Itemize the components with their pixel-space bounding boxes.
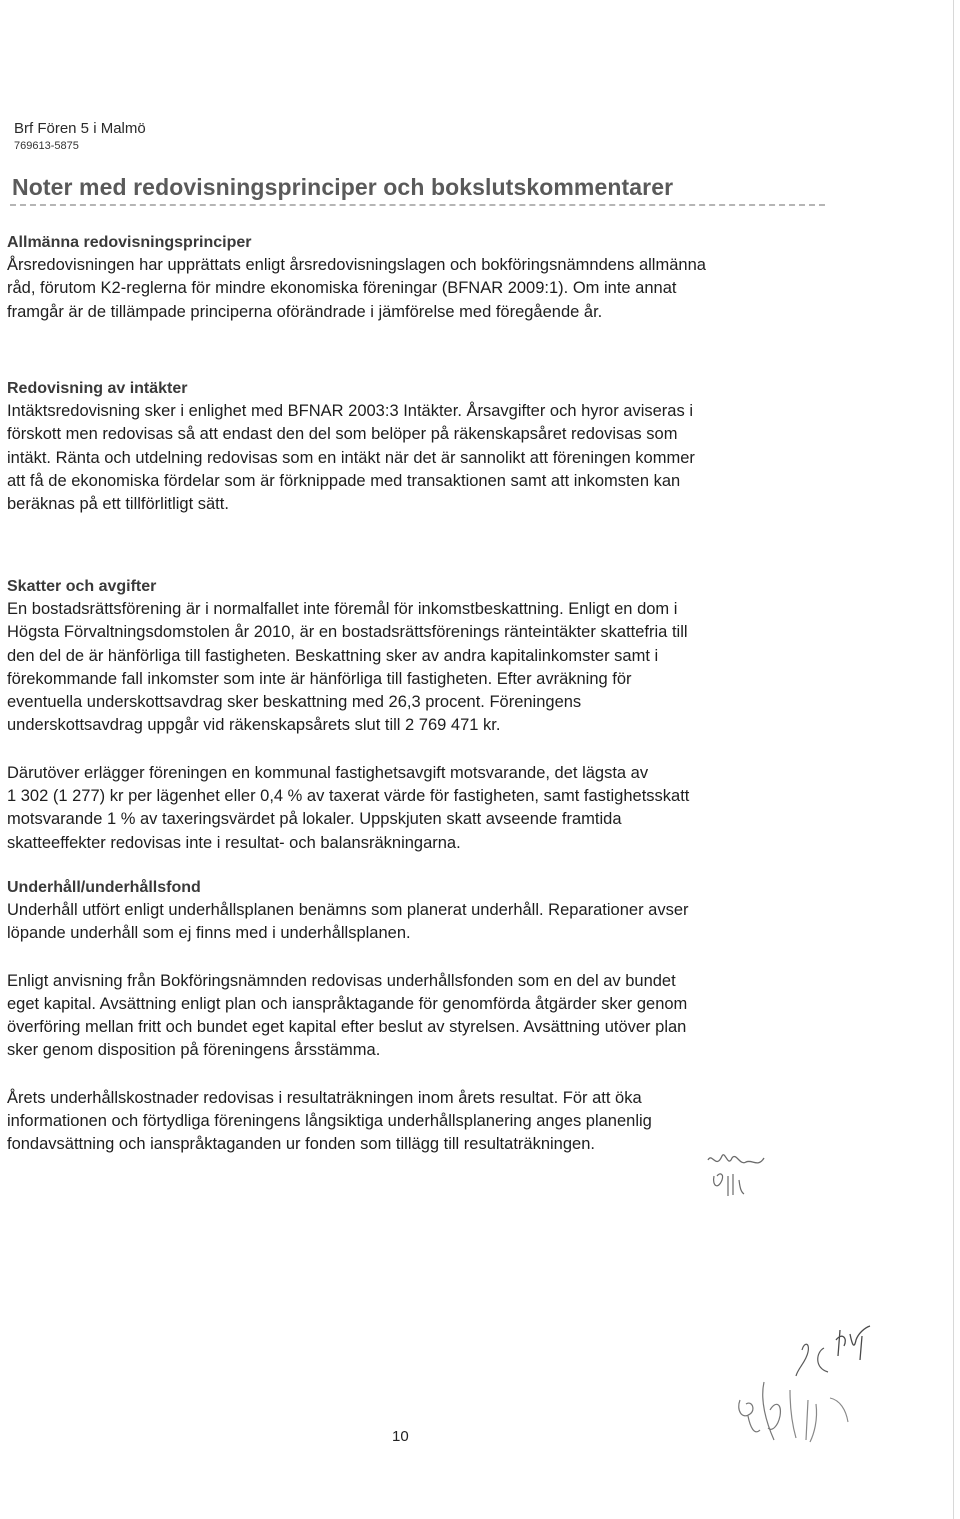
section-heading: Redovisning av intäkter: [7, 380, 188, 397]
text-line: att få de ekonomiska fördelar som är förknippade med transaktionen samt att inkomsten kan: [7, 471, 681, 490]
page-edge: [953, 0, 954, 1519]
text-line: framgår är de tillämpade principerna oförändrade i jämförelse med föregående år.: [7, 302, 603, 321]
document-title: Noter med redovisningsprinciper och bokslutskommentarer: [12, 174, 674, 200]
page-number: 10: [392, 1428, 409, 1445]
text-line: eget kapital. Avsättning enligt plan och ianspråktagande för genomförda åtgärder sker genom: [7, 994, 688, 1013]
text-line: sker genom disposition på föreningens årsstämma.: [7, 1041, 381, 1060]
section-heading: Underhåll/underhållsfond: [7, 879, 201, 896]
text-line: informationen och förtydliga föreningens långsiktiga underhållsplanering anges planenlig: [7, 1112, 652, 1131]
text-line: skatteeffekter redovisas inte i resultat- och balansräkningarna.: [7, 833, 461, 852]
text-line: Årets underhållskostnader redovisas i resultaträkningen inom årets resultat. För att öka: [7, 1088, 642, 1107]
handwritten-initials-top: [780, 1320, 880, 1380]
text-line: Intäktsredovisning sker i enlighet med BFNAR 2003:3 Intäkter. Årsavgifter och hyror aviseras i: [7, 402, 693, 420]
organization-number: 769613-5875: [14, 140, 79, 152]
section-accounting-principles: [7, 232, 827, 324]
text-line: intäkt. Ränta och utdelning redovisas som en intäkt när det är sannolikt att föreningen kommer: [7, 448, 695, 467]
text-line: den del de är hänförliga till fastigheten. Beskattning sker av andra kapitalinkomster samt i: [7, 646, 659, 665]
section-heading: Skatter och avgifter: [7, 578, 157, 595]
text-line: förekommande fall inkomster som inte är hänförliga till fastigheten. Efter avräkning för: [7, 669, 632, 688]
text-line: Underhåll utfört enligt underhållsplanen benämns som planerat underhåll. Reparationer avser: [7, 901, 689, 919]
section-revenue-recognition: [7, 378, 827, 516]
text-line: underskottsavdrag uppgår vid räkenskapsårets slut till 2 769 471 kr.: [7, 716, 501, 735]
text-line: En bostadsrättsförening är i normalfallet inte föremål för inkomstbeskattning. Enligt en dom i: [7, 600, 678, 618]
text-line: Enligt anvisning från Bokföringsnämnden redovisas underhållsfonden som en del av bundet: [7, 971, 676, 990]
section-paragraph: [7, 762, 827, 855]
section-paragraph: [7, 970, 827, 1063]
text-line: fondavsättning och ianspråktaganden ur fonden som tillägg till resultaträkningen.: [7, 1135, 595, 1154]
text-line: råd, förutom K2-reglerna för mindre ekonomiska föreningar (BFNAR 2009:1). Om inte annat: [7, 279, 677, 298]
title-underline: [10, 204, 825, 206]
text-line: Därutöver erlägger föreningen en kommunal fastighetsavgift motsvarande, det lägsta av: [7, 763, 649, 782]
section-paragraph: [7, 254, 827, 324]
organization-name: Brf Fören 5 i Malmö: [14, 120, 146, 137]
document-header: [14, 120, 146, 154]
handwritten-signature-bottom: [730, 1370, 880, 1450]
section-paragraph: [7, 899, 827, 946]
section-taxes-and-fees: [7, 576, 827, 855]
text-line: förskott men redovisas så att endast den del som belöper på räkenskapsåret redovisas som: [7, 425, 678, 444]
section-paragraph: [7, 598, 827, 738]
text-line: eventuella underskottsavdrag sker beskattning med 26,3 procent. Föreningens: [7, 693, 582, 712]
section-paragraph: [7, 1087, 827, 1157]
section-paragraph: [7, 400, 827, 516]
section-maintenance-fund: [7, 877, 827, 1157]
text-line: Årsredovisningen har upprättats enligt årsredovisningslagen och bokföringsnämndens allmänna: [7, 256, 706, 274]
text-line: överföring mellan fritt och bundet eget kapital efter beslut av styrelsen. Avsättning utöver plan: [7, 1018, 687, 1037]
text-line: motsvarande 1 % av taxeringsvärdet på lokaler. Uppskjuten skatt avseende framtida: [7, 810, 622, 829]
section-heading: Allmänna redovisningsprinciper: [7, 234, 252, 251]
text-line: löpande underhåll som ej finns med i underhållsplanen.: [7, 924, 411, 943]
text-line: beräknas på ett tillförlitligt sätt.: [7, 495, 229, 514]
text-line: 1 302 (1 277) kr per lägenhet eller 0,4 % av taxerat värde för fastigheten, samt fastighetsskatt: [7, 787, 690, 806]
text-line: Högsta Förvaltningsdomstolen år 2010, är en bostadsrättsförenings ränteintäkter skattefria till: [7, 623, 688, 642]
